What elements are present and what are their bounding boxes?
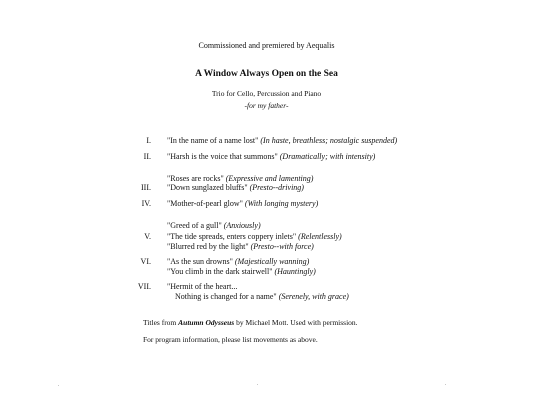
tempo-marking: (Presto--with force): [250, 241, 314, 251]
movement-line: [167, 257, 316, 267]
movement-line: [167, 174, 375, 184]
movement-line: [167, 282, 349, 292]
tempo-marking: (Presto--driving): [249, 183, 304, 192]
program-note: For program information, please list movements as above.: [143, 335, 318, 344]
credit-source: Autumn Odysseus: [178, 318, 235, 327]
scan-speck: [257, 384, 258, 385]
movement-title: "Roses are rocks": [167, 173, 224, 183]
tempo-marking: (Expressive and lamenting): [225, 173, 314, 183]
movement-line: [167, 267, 316, 277]
movement-title: "Down sunglazed bluffs": [167, 183, 248, 192]
dedication: -for my father-: [244, 101, 289, 110]
tempo-marking: (Hauntingly): [274, 266, 316, 276]
movement-title: "Hermit of the heart...: [167, 282, 238, 291]
movement-numeral: I.: [146, 136, 151, 145]
movement-numeral: VI.: [140, 257, 151, 266]
line-spacer: [167, 209, 318, 221]
movement-title: "In the name of a name lost": [167, 136, 259, 145]
movement-numeral: VII.: [137, 282, 151, 291]
credit-suffix: by Michael Mott. Used with permission.: [236, 318, 358, 327]
tempo-marking: (Serenely, with grace): [278, 291, 349, 301]
credit-prefix: Titles from: [143, 318, 177, 327]
line-spacer: [167, 162, 375, 174]
movement-title: "Harsh is the voice that summons": [167, 152, 278, 161]
tempo-marking: (Anxiously): [223, 220, 261, 230]
movement-title: "As the sun drowns": [167, 257, 233, 266]
movement-title: "Blurred red by the light": [167, 241, 249, 251]
tempo-marking: (With longing mystery): [244, 199, 319, 208]
movement-line: [167, 183, 304, 193]
movement-line: [167, 242, 342, 252]
tempo-marking: (Dramatically; with intensity): [279, 152, 376, 161]
tempo-marking: (Majestically wanning): [234, 257, 310, 266]
movement-line: [167, 136, 397, 146]
movement-numeral: III.: [141, 183, 151, 192]
movement-numeral: II.: [143, 152, 151, 161]
instrumentation-subtitle: Trio for Cello, Percussion and Piano: [211, 89, 322, 98]
credit-note: [143, 318, 358, 327]
movement-title: "The tide spreads, enters coppery inlets": [167, 232, 297, 241]
scan-speck: [58, 385, 59, 386]
scan-speck: [445, 384, 446, 385]
movement-title: "Greed of a gull": [167, 220, 222, 230]
movement-title: Nothing is changed for a name": [175, 291, 277, 301]
movement-title: "You climb in the dark stairwell": [167, 266, 273, 276]
tempo-marking: (Relentlessly): [298, 232, 342, 241]
movement-line: [167, 232, 342, 242]
commission-line: Commissioned and premiered by Aequalis: [198, 41, 335, 50]
movement-line: [167, 152, 375, 162]
work-title: A Window Always Open on the Sea: [195, 69, 338, 79]
tempo-marking: (In haste, breathless; nostalgic suspended): [260, 136, 398, 145]
movement-numeral: IV.: [141, 199, 151, 208]
movement-line: [167, 221, 318, 231]
movement-line: [167, 199, 318, 209]
movement-numeral: V.: [144, 232, 151, 241]
movement-line: [167, 292, 349, 302]
movement-title: "Mother-of-pearl glow": [167, 199, 243, 208]
